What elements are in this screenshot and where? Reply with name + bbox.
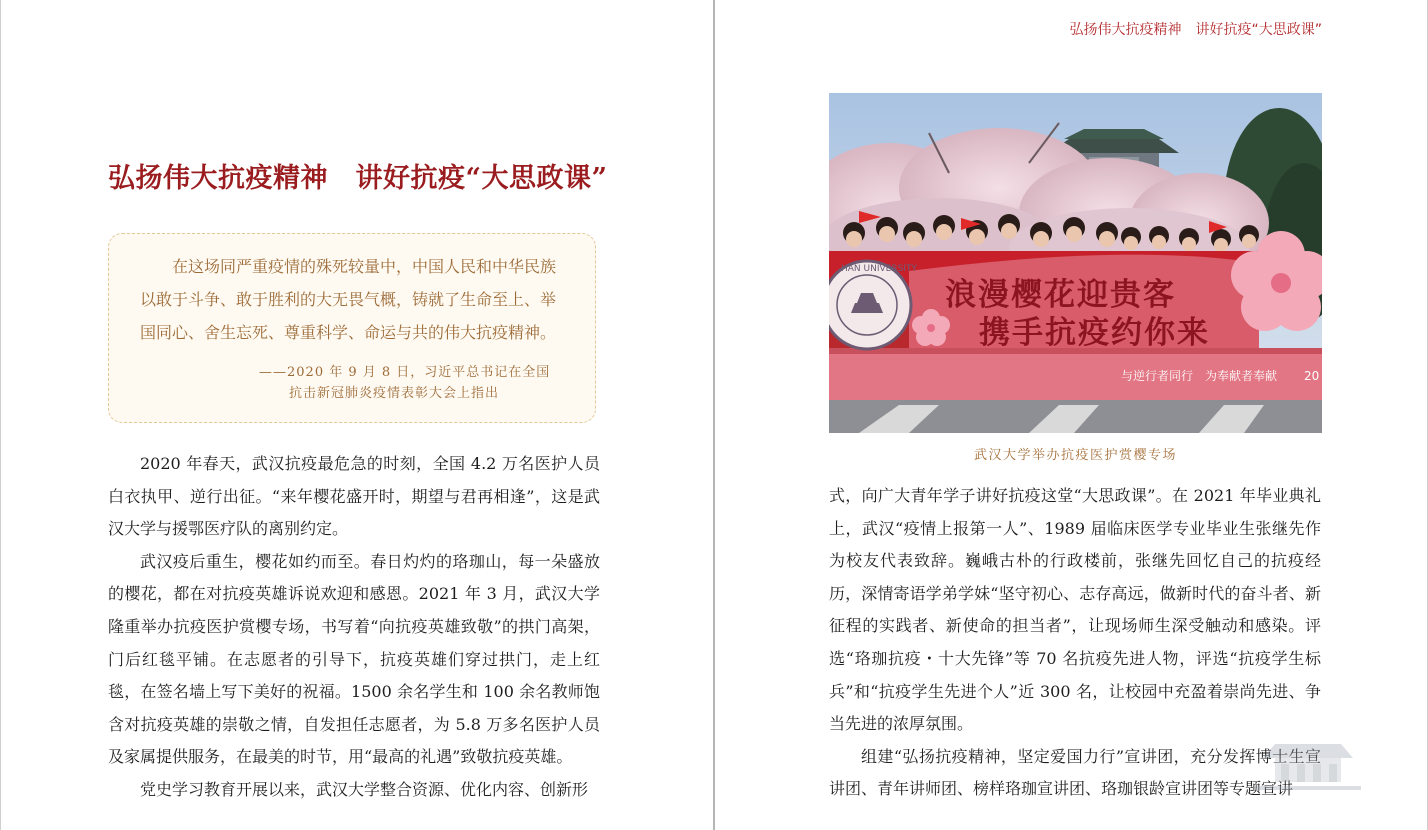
event-photo-illustration (829, 93, 1322, 433)
road (829, 400, 1322, 433)
paragraph: 式，向广大青年学子讲好抗疫这堂“大思政课”。在 2021 年毕业典礼上，武汉“疫情上报第一人”、1989 届临床医学专业毕业生张继先作为校友代表致辞。巍峨古朴的行政楼前，张继先回忆自己的抗疫经历，深情寄语学弟学妹“坚守初心、志存高远，做新时代的奋斗者、新征程的实践者、新使命的担当者”，让现场师生深受触动和感染。评选“珞珈抗疫・十大先锋”等 70 名抗疫先进人物，评选“抗疫学生标兵”和“抗疫学生先进个人”近 300 名，让校园中充盈着崇尚先进、争当先进的浓厚氛围。 (829, 486, 1321, 734)
watermark-logo (1253, 730, 1363, 804)
paragraph: 2020 年春天，武汉抗疫最危急的时刻，全国 4.2 万名医护人员白衣执甲、逆行出征。“来年樱花盛开时，期望与君再相逢”，这是武汉大学与援鄂医疗队的离别约定。 (108, 454, 600, 539)
quote-source-line1: ——2020 年 9 月 8 日，习近平总书记在全国 (259, 365, 551, 380)
event-photo (829, 93, 1322, 433)
banner-slogan: 与逆行者同行 为奉献者奉献 (1121, 369, 1278, 383)
quote-source-line2: 抗击新冠肺炎疫情表彰大会上指出 (289, 386, 500, 401)
quote-box (108, 233, 596, 423)
article-title: 弘扬伟大抗疫精神 讲好抗疫“大思政课” (108, 163, 608, 194)
page-edge (0, 0, 1, 830)
banner-line1: 浪漫樱花迎贵客 (945, 277, 1176, 313)
paragraph: 党史学习教育开展以来，武汉大学整合资源、优化内容、创新形 (140, 779, 589, 799)
running-header (1069, 19, 1322, 39)
left-page (0, 0, 713, 830)
quote-source (259, 362, 579, 404)
quote-text: 在这场同严重疫情的殊死较量中，中国人民和中华民族以敢于斗争、敢于胜利的大无畏气概，铸就了生命至上、举国同心、舍生忘死、尊重科学、命运与共的伟大抗疫精神。 (140, 257, 557, 342)
banner-line2: 携手抗疫约你来 (979, 315, 1210, 351)
paragraph: 组建“弘扬抗疫精神，坚定爱国力行”宣讲团，充分发挥博士生宣讲团、青年讲师团、榜样珞珈宣讲团、珞珈银龄宣讲团等专题宣讲 (829, 746, 1321, 799)
university-text: HAN UNIVERSITY (841, 264, 917, 274)
running-header-part: 讲好抗疫“大思政课” (1195, 22, 1322, 38)
left-body-text (108, 448, 600, 818)
running-header-part: 弘扬伟大抗疫精神 (1069, 22, 1182, 38)
paragraph: 武汉疫后重生，樱花如约而至。春日灼灼的珞珈山，每一朵盛放的樱花，都在对抗疫英雄诉说欢迎和感恩。2021 年 3 月，武汉大学隆重举办抗疫医护赏樱专场，书写着“向抗疫英雄致敬”的拱门高架，门后红毯平铺。在志愿者的引导下，抗疫英雄们穿过拱门，走上红毯，在签名墙上写下美好的祝福。1500 余名学生和 100 余名教师饱含对抗疫英雄的崇敬之情，自发担任志愿者，为 5.8 万多名医护人员及家属提供服务，在最美的时节，用“最高的礼遇”致敬抗疫英雄。 (108, 551, 600, 767)
photo-caption: 武汉大学举办抗疫医护赏樱专场 (973, 448, 1177, 463)
right-page (715, 0, 1428, 830)
right-body-text (829, 480, 1321, 820)
banner-slogan-tail: 20 (1304, 369, 1320, 383)
